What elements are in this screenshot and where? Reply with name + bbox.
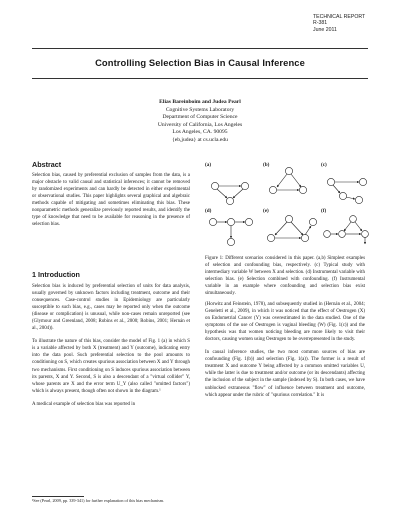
abstract-heading: Abstract	[32, 160, 62, 169]
author-dept: Department of Computer Science	[162, 114, 238, 121]
panel-label-b: (b)	[263, 162, 270, 168]
intro-paragraph-2: To illustrate the nature of this bias, consider the model of Fig. 1 (a) in which S is a variable affected by both X (treatment) and Y (outcome), indicating entry into the data pool. Such preferential selection to the pool amounts to conditioning on S, which creates spurious association between X and Y through two mechanisms. First conditioning on S induces spurious association between its parents, X and Y. Second, S is also a descendant of a "virtual collider" Y, whose parents are X and the error term U_Y (also called "omitted factors") which is always present, though often not shown in the diagram.¹	[32, 339, 190, 394]
panel-label-f: (f)	[321, 208, 327, 214]
author-city: Los Angeles, CA. 90095	[172, 129, 228, 136]
right-paragraph-2: In causal inference studies, the two most common sources of bias are confounding (Fig. 1(b)) and selection (Fig. 1(a)). The former is a result of treatment X and outcome Y being affected by a common omitted variables U, while the latter is due to treatment and/or outcome (or its descendants) affecting the inclusion of the subject in the sample (indexed by S). In both cases, we have unblocked extraneous "flow" of influence between treatment and outcome, which appear under the rubric of "spurious correlation." It is	[205, 350, 365, 398]
title-rule-bottom	[32, 78, 368, 79]
author-univ: University of California, Los Angeles	[157, 121, 243, 128]
report-type: TECHNICAL REPORT	[313, 14, 366, 20]
report-date: June 2011	[313, 26, 337, 33]
report-info	[313, 14, 365, 33]
author-names: Elias Bareinboim and Judea Pearl	[159, 99, 241, 105]
figure-caption-text: Figure 1: Different scenarios considered in this paper. (a,b) Simplest examples of selection and confounding bias, respectively. (c) Typical study with intermediary variable W between X and selection. (d) Instrumental variable with selection bias. (e) Selection combined with confounding. (f) Instrumental variable in an example where confounding and selection bias exist simultaneously.	[205, 256, 365, 297]
intro-text	[32, 283, 190, 408]
panel-label-c: (c)	[321, 162, 327, 168]
figure-caption	[205, 255, 365, 297]
footnote: ¹See (Pearl, 2009, pp. 339-341) for further explanation of this bias mechanism.	[32, 498, 165, 503]
author-block	[100, 99, 300, 145]
report-number: R-381	[313, 20, 328, 27]
right-paragraph-1: (Horwitz and Feinstein, 1978), and subsequently studied in (Hernán et al., 2004; Geneletti et al., 2009), in which it was noticed that the effect of Oestrogen (X) on Endometrial Cancer (Y) was overestimated in the data studied. One of the symptoms of the use of Oestrogen is vaginal bleeding (W) (Fig. 1(c)) and the hypothesis was that women noticing bleeding are more likely to visit their doctors, causing women using Oestrogen to be overrepresented in the study.	[205, 302, 365, 343]
intro-paragraph-3: A medical example of selection bias was reported in	[32, 401, 136, 407]
abstract-text	[32, 172, 190, 228]
title-rule-top	[32, 48, 368, 49]
intro-paragraph-1: Selection bias is induced by preferential selection of units for data analysis, usually governed by unknown factors including treatment, outcome and their consequences. Case-control studies in Epidemiology are particularly susceptible to such bias, e.g., cases may be reported only when the outcome (disease or complication) is unusual, while non-cases remain unreported (see (Glymour and Greenland, 2008; Robins et al., 2000; Robins, 2001; Hernán et al., 2004)).	[32, 284, 190, 332]
panel-label-e: (e)	[263, 208, 269, 214]
author-lab: Cognitive Systems Laboratory	[165, 106, 235, 113]
footnote-rule	[32, 496, 84, 497]
figure-1	[205, 160, 375, 250]
intro-heading: 1 Introduction	[32, 270, 80, 279]
panel-label-d: (d)	[205, 208, 212, 214]
paper-title: Controlling Selection Bias in Causal Inference	[95, 57, 305, 68]
author-email: {eb,judea} at cs.ucla.edu	[172, 136, 228, 143]
right-column-text	[205, 301, 365, 399]
panel-label-a: (a)	[205, 162, 212, 168]
abstract-paragraph: Selection bias, caused by preferential exclusion of samples from the data, is a major obstacle to valid causal and statistical inferences; it cannot be removed by randomized experiments and can hardly be detected in either experimental or observational studies. This paper highlights several graphical and algebraic methods capable of mitigating and sometimes eliminating this bias. These nonparametric methods generalize previously reported results, and identify the type of knowledge that need to be available for reasoning in the presence of selection bias.	[32, 173, 190, 228]
